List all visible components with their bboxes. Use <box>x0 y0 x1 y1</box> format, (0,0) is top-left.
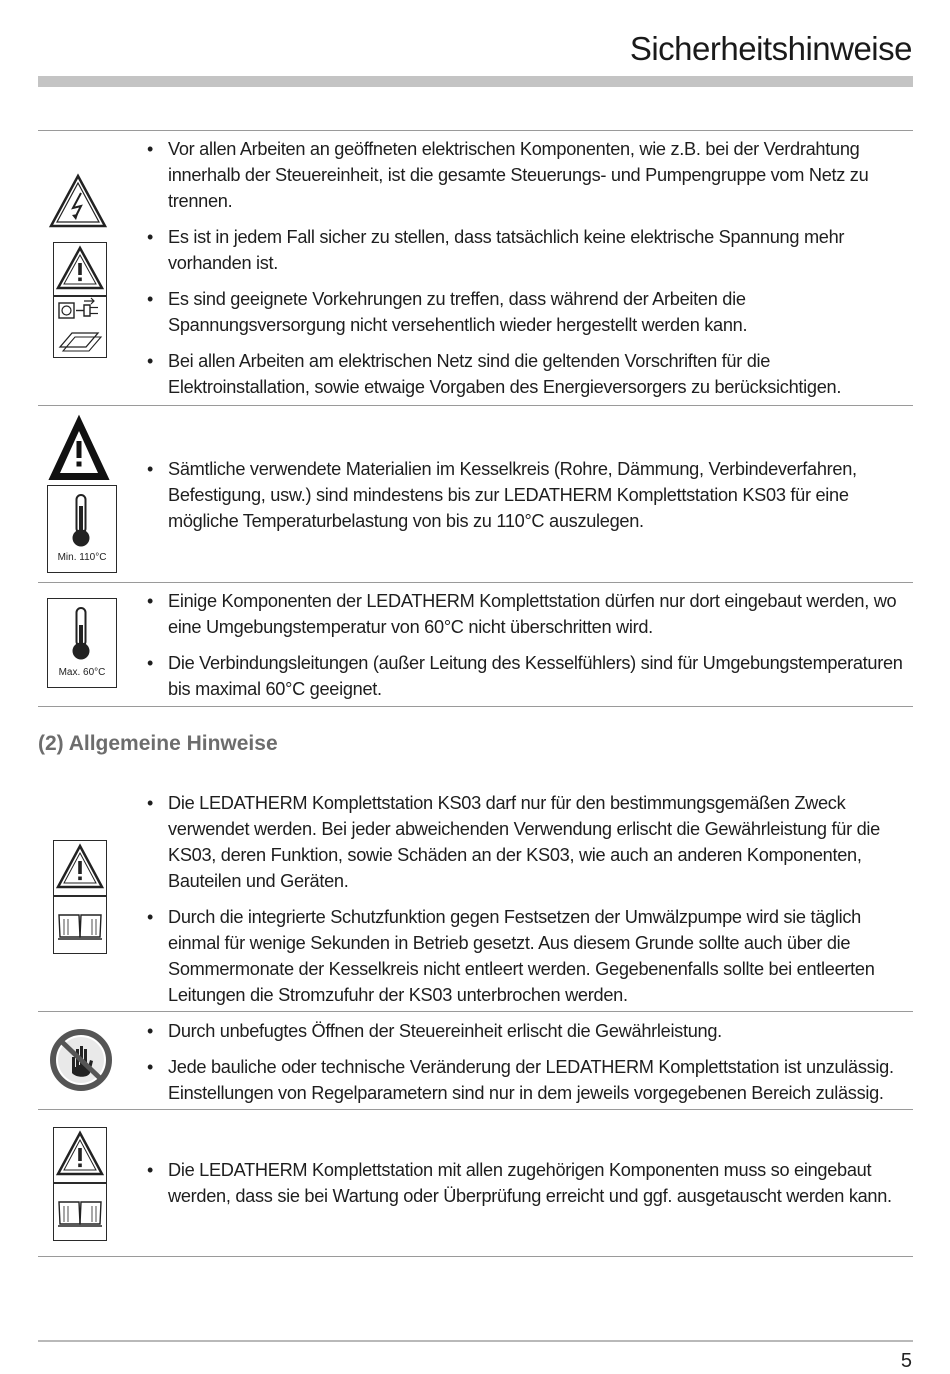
general-warning-icon <box>47 413 111 483</box>
section-heading: (2) Allgemeine Hinweise <box>38 732 278 755</box>
section-electrical <box>38 130 913 404</box>
thermometer-icon <box>66 492 96 550</box>
bullet-list <box>146 136 906 400</box>
divider <box>38 706 913 707</box>
bullet-item: • Bei allen Arbeiten am elektrischen Netz sind die geltenden Vorschriften für die Elektroinstallation, sowie etwaige Vorgaben des Energieversorgers zu berücksichtigen. <box>146 348 906 400</box>
bullet-list <box>146 790 906 1008</box>
header-bar <box>38 76 913 87</box>
warning-box <box>53 242 107 296</box>
manual-box <box>53 1183 107 1241</box>
section-temperature-max <box>38 582 913 706</box>
temperature-caption: Max. 60°C <box>58 667 106 678</box>
thermometer-box <box>47 485 117 573</box>
bullet-list <box>146 456 906 534</box>
manual-icon <box>54 1184 106 1240</box>
bullet-item: • Einige Komponenten der LEDATHERM Komplettstation dürfen nur dort eingebaut werden, wo eine Umgebungstemperatur von 60°C nicht überschritten wird. <box>146 588 906 640</box>
section-installation <box>38 1109 913 1256</box>
bullet-item: • Die Verbindungsleitungen (außer Leitung des Kesselfühlers) sind für Umgebungstemperaturen bis maximal 60°C geeignet. <box>146 650 906 702</box>
warning-box <box>53 1127 107 1183</box>
bullet-item: • Durch die integrierte Schutzfunktion gegen Festsetzen der Umwälzpumpe wird sie täglich einmal für wenige Sekunden in Betrieb gesetzt. Aus diesem Grunde sollte auch über die Sommermonate der Kesselkreis nicht entleert werden. Gegebenenfalls sollte bei entleerten Leitungen die Stromzufuhr der KS03 unterbrochen werden. <box>146 904 906 1008</box>
temperature-caption: Min. 110°C <box>57 552 107 563</box>
section-temperature-min <box>38 405 913 581</box>
manual-box <box>53 896 107 954</box>
bullet-list <box>146 1018 906 1106</box>
section-modifications <box>38 1011 913 1108</box>
bullet-item: • Es ist in jedem Fall sicher zu stellen, dass tatsächlich keine elektrische Spannung mehr vorhanden ist. <box>146 224 906 276</box>
no-touch-icon <box>50 1029 112 1091</box>
high-voltage-warning-icon <box>48 173 108 229</box>
warning-box <box>53 840 107 896</box>
bullet-list <box>146 588 906 702</box>
section-general-use <box>38 783 913 1011</box>
thermometer-box <box>47 598 117 688</box>
disconnect-box <box>53 296 107 358</box>
bullet-item: • Sämtliche verwendete Materialien im Kesselkreis (Rohre, Dämmung, Verbindeverfahren, Befestigung, usw.) sind mindestens bis zur LEDATHERM Komplettstation KS03 für eine mögliche Temperaturbelastung von bis zu 110°C auszulegen. <box>146 456 906 534</box>
divider <box>38 1256 913 1257</box>
bullet-item: • Die LEDATHERM Komplettstation KS03 darf nur für den bestimmungsgemäßen Zweck verwendet werden. Bei jeder abweichenden Verwendung erlischt die Gewährleistung für die KS03, deren Funktion, sowie Schäden an der KS03, wie auch an anderen Komponenten, Bauteilen und Geräten. <box>146 790 906 894</box>
footer-rule <box>38 1340 913 1342</box>
page-title: Sicherheitshinweise <box>629 30 912 67</box>
bullet-list <box>146 1157 906 1209</box>
bullet-item: • Durch unbefugtes Öffnen der Steuereinheit erlischt die Gewährleistung. <box>146 1018 906 1044</box>
manual-icon <box>54 897 106 953</box>
page-number: 5 <box>900 1350 912 1372</box>
manual-icon <box>54 325 106 355</box>
thermometer-icon <box>66 605 96 663</box>
general-warning-icon <box>54 841 106 895</box>
bullet-item: • Vor allen Arbeiten an geöffneten elektrischen Komponenten, wie z.B. bei der Verdrahtung innerhalb der Steuereinheit, ist die gesamte Steuerungs- und Pumpengruppe vom Netz zu trennen. <box>146 136 906 214</box>
bullet-item: • Es sind geeignete Vorkehrungen zu treffen, dass während der Arbeiten die Spannungsversorgung nicht versehentlich wieder hergestellt werden kann. <box>146 286 906 338</box>
general-warning-icon <box>54 243 106 295</box>
general-warning-icon <box>54 1128 106 1182</box>
bullet-item: • Jede bauliche oder technische Veränderung der LEDATHERM Komplettstation ist unzulässig. Einstellungen von Regelparametern sind nur in dem jeweils vorgegebenen Bereich zulässig. <box>146 1054 906 1106</box>
bullet-item: • Die LEDATHERM Komplettstation mit allen zugehörigen Komponenten muss so eingebaut werden, dass sie bei Wartung oder Überprüfung erreicht und ggf. ausgetauscht werden kann. <box>146 1157 906 1209</box>
